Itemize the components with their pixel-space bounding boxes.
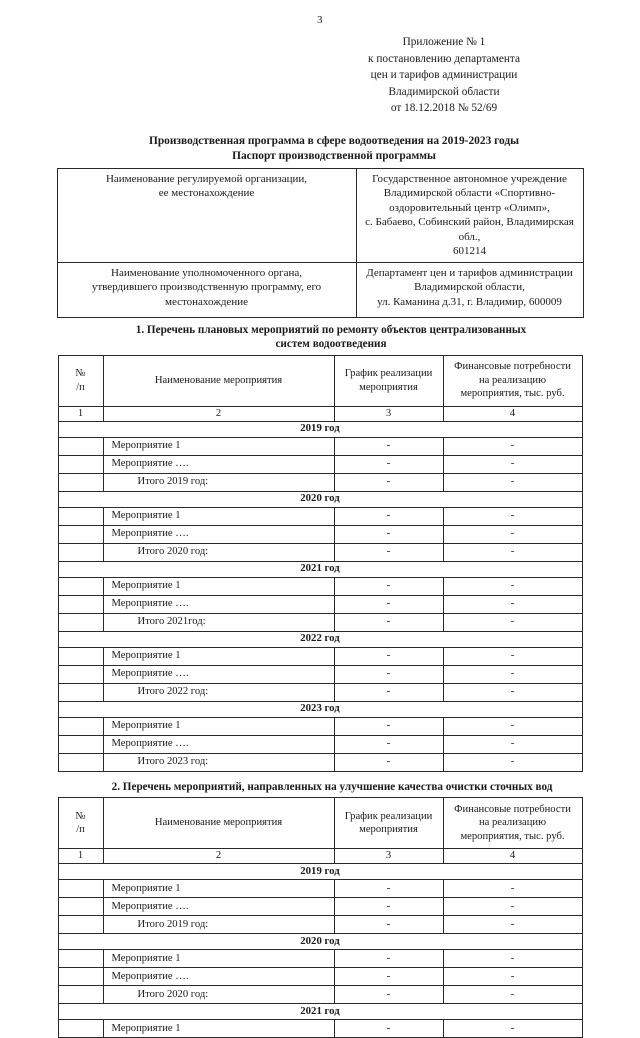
finance-cell: - [443, 543, 582, 561]
schedule-cell: - [334, 735, 443, 753]
column-number: 3 [334, 849, 443, 864]
section-1-heading-line1: 1. Перечень плановых мероприятий по ремонту объектов централизованных [135, 323, 527, 336]
table-row [58, 880, 582, 898]
column-header-finance [443, 355, 582, 406]
table-row [58, 647, 582, 665]
row-number-cell [58, 647, 103, 665]
column-number: 1 [58, 406, 103, 421]
table-row [58, 968, 582, 986]
schedule-cell: - [334, 613, 443, 631]
row-number-cell [58, 683, 103, 701]
finance-cell: - [443, 595, 582, 613]
table-row [58, 683, 582, 701]
finance-cell: - [443, 437, 582, 455]
column-header-line: мероприятия, тыс. руб. [460, 388, 565, 400]
finance-cell: - [443, 968, 582, 986]
year-group-label: 2020 год [58, 934, 582, 950]
schedule-cell: - [334, 1020, 443, 1038]
row-number-cell [58, 613, 103, 631]
year-group-label: 2019 год [58, 864, 582, 880]
column-number: 1 [58, 849, 103, 864]
table-head [58, 355, 582, 421]
measure-name-cell: Мероприятие 1 [103, 1020, 334, 1038]
finance-cell: - [443, 455, 582, 473]
row-number-cell [58, 986, 103, 1004]
document-title: Производственная программа в сфере водоотведения на 2019-2023 годы [148, 134, 520, 147]
row-number-cell [58, 1020, 103, 1038]
addressee-lines [368, 34, 520, 117]
passport-label-line: Наименование уполномоченного органа, [111, 266, 302, 279]
passport-value-line: оздоровительный центр «Олимп», [389, 201, 550, 214]
column-header-line: мероприятия, тыс. руб. [460, 830, 565, 842]
year-total-label: Итого 2023 год: [103, 753, 334, 771]
row-number-cell [58, 916, 103, 934]
year-group-row [58, 561, 582, 577]
column-header-line: № [75, 368, 86, 380]
column-number-row [58, 406, 582, 421]
passport-label-line: утвердившего производственную программу, его [91, 281, 322, 293]
year-group-row [58, 701, 582, 717]
row-number-cell [58, 717, 103, 735]
measure-name-cell: Мероприятие …. [103, 968, 334, 986]
schedule-cell: - [334, 665, 443, 683]
column-header-schedule [334, 355, 443, 406]
schedule-cell: - [334, 986, 443, 1004]
column-header-line: мероприятия [359, 824, 418, 835]
finance-cell: - [443, 525, 582, 543]
column-number: 2 [103, 406, 334, 421]
schedule-cell: - [334, 507, 443, 525]
row-number-cell [58, 473, 103, 491]
column-header-schedule [334, 798, 443, 849]
finance-cell: - [443, 1020, 582, 1038]
row-number-cell [58, 507, 103, 525]
section-1-heading [0, 323, 640, 352]
column-header-number [58, 355, 103, 406]
year-group-row [58, 1004, 582, 1020]
column-header-line: /п [76, 381, 85, 393]
addressee-line: Владимирской области [388, 85, 500, 98]
column-header-number [58, 798, 103, 849]
section-1-measures-table [58, 355, 583, 772]
measure-name-cell: Мероприятие …. [103, 898, 334, 916]
column-header-line: Наименование мероприятия [154, 374, 283, 386]
addressee-line: цен и тарифов администрации [370, 69, 518, 81]
schedule-cell: - [334, 455, 443, 473]
row-number-cell [58, 753, 103, 771]
finance-cell: - [443, 880, 582, 898]
finance-cell: - [443, 473, 582, 491]
table-row [58, 525, 582, 543]
year-total-label: Итого 2022 год: [103, 683, 334, 701]
table-row [58, 665, 582, 683]
column-header-measure-name [103, 355, 334, 406]
table-header-row [58, 355, 582, 406]
row-number-cell [58, 437, 103, 455]
year-group-row [58, 864, 582, 880]
finance-cell: - [443, 507, 582, 525]
year-total-label: Итого 2021год: [103, 613, 334, 631]
year-group-row [58, 421, 582, 437]
passport-value-line: Владимирской области «Спортивно- [383, 187, 556, 199]
schedule-cell: - [334, 525, 443, 543]
year-total-label: Итого 2019 год: [103, 916, 334, 934]
table-row [57, 262, 583, 317]
row-number-cell [58, 880, 103, 898]
row-number-cell [58, 577, 103, 595]
passport-value-cell [356, 262, 583, 317]
section-1-heading-line2: систем водоотведения [275, 338, 387, 350]
finance-cell: - [443, 753, 582, 771]
finance-cell: - [443, 647, 582, 665]
table-header-row [58, 798, 582, 849]
finance-cell: - [443, 735, 582, 753]
table-row [58, 986, 582, 1004]
year-group-label: 2019 год [58, 421, 582, 437]
column-header-line: Финансовые потребности [454, 803, 571, 815]
table-row [58, 753, 582, 771]
document-subtitle: Паспорт производственной программы [232, 149, 436, 162]
column-header-line: /п [76, 824, 85, 835]
table-body [58, 421, 582, 771]
table-row [58, 1020, 582, 1038]
column-header-line: № [75, 810, 86, 822]
column-number: 2 [103, 849, 334, 864]
measure-name-cell: Мероприятие …. [103, 595, 334, 613]
passport-label-cell [57, 262, 356, 317]
finance-cell: - [443, 577, 582, 595]
row-number-cell [58, 968, 103, 986]
addressee-line: от 18.12.2018 № 52/69 [390, 102, 498, 114]
passport-label-line: ее местонахождение [158, 187, 255, 199]
table-row [58, 577, 582, 595]
addressee-line: Приложение № 1 [402, 36, 486, 48]
schedule-cell: - [334, 437, 443, 455]
table-row [58, 595, 582, 613]
table-row [58, 543, 582, 561]
year-group-label: 2023 год [58, 701, 582, 717]
column-number: 3 [334, 406, 443, 421]
schedule-cell: - [334, 473, 443, 491]
passport-label-line: местонахождение [165, 295, 248, 308]
passport-value-line: с. Бабаево, Собинский район, Владимирская обл., [365, 216, 574, 243]
table-row [58, 916, 582, 934]
column-header-line: мероприятия [359, 381, 418, 393]
table-row [57, 168, 583, 262]
table-head [58, 798, 582, 864]
column-number-row [58, 849, 582, 864]
table-row [58, 473, 582, 491]
column-header-line: на реализацию [478, 374, 547, 386]
measure-name-cell: Мероприятие 1 [103, 577, 334, 595]
year-group-label: 2020 год [58, 491, 582, 507]
schedule-cell: - [334, 898, 443, 916]
year-group-row [58, 631, 582, 647]
finance-cell: - [443, 898, 582, 916]
year-group-label: 2022 год [58, 631, 582, 647]
row-number-cell [58, 543, 103, 561]
finance-cell: - [443, 986, 582, 1004]
addressee-block [0, 34, 640, 117]
finance-cell: - [443, 950, 582, 968]
year-group-row [58, 491, 582, 507]
table-row [58, 455, 582, 473]
row-number-cell [58, 665, 103, 683]
column-header-finance [443, 798, 582, 849]
measure-name-cell: Мероприятие …. [103, 665, 334, 683]
year-total-label: Итого 2020 год: [103, 543, 334, 561]
table-body [58, 864, 582, 1038]
passport-value-line: Владимирской области, [414, 281, 525, 293]
year-group-label: 2021 год [58, 1004, 582, 1020]
passport-value-line: Государственное автономное учреждение [372, 172, 567, 185]
measure-name-cell: Мероприятие …. [103, 525, 334, 543]
year-total-label: Итого 2020 год: [103, 986, 334, 1004]
schedule-cell: - [334, 968, 443, 986]
column-header-line: График реализации [344, 368, 433, 380]
schedule-cell: - [334, 647, 443, 665]
schedule-cell: - [334, 916, 443, 934]
section-2-measures-table [58, 797, 583, 1038]
table-row [58, 898, 582, 916]
schedule-cell: - [334, 880, 443, 898]
measure-name-cell: Мероприятие 1 [103, 507, 334, 525]
column-number: 4 [443, 849, 582, 864]
schedule-cell: - [334, 577, 443, 595]
passport-value-cell [356, 168, 583, 262]
section-2-heading [0, 780, 640, 795]
table-row [58, 507, 582, 525]
measure-name-cell: Мероприятие 1 [103, 437, 334, 455]
measure-name-cell: Мероприятие 1 [103, 717, 334, 735]
passport-value-line: Департамент цен и тарифов администрации [366, 266, 573, 279]
schedule-cell: - [334, 950, 443, 968]
measure-name-cell: Мероприятие …. [103, 735, 334, 753]
row-number-cell [58, 950, 103, 968]
section-2-heading-line1: 2. Перечень мероприятий, направленных на улучшение качества очистки сточных вод [111, 780, 553, 793]
table-row [58, 950, 582, 968]
table-row [58, 613, 582, 631]
measure-name-cell: Мероприятие 1 [103, 880, 334, 898]
finance-cell: - [443, 683, 582, 701]
year-group-row [58, 934, 582, 950]
schedule-cell: - [334, 717, 443, 735]
finance-cell: - [443, 916, 582, 934]
column-number: 4 [443, 406, 582, 421]
addressee-line: к постановлению департамента [368, 52, 520, 65]
finance-cell: - [443, 717, 582, 735]
measure-name-cell: Мероприятие 1 [103, 950, 334, 968]
row-number-cell [58, 595, 103, 613]
passport-label-line: Наименование регулируемой организации, [105, 172, 308, 185]
year-group-label: 2021 год [58, 561, 582, 577]
schedule-cell: - [334, 543, 443, 561]
table-row [58, 437, 582, 455]
row-number-cell [58, 898, 103, 916]
measure-name-cell: Мероприятие …. [103, 455, 334, 473]
schedule-cell: - [334, 595, 443, 613]
schedule-cell: - [334, 683, 443, 701]
column-header-line: на реализацию [478, 817, 547, 829]
passport-label-cell [57, 168, 356, 262]
measure-name-cell: Мероприятие 1 [103, 647, 334, 665]
column-header-line: Финансовые потребности [454, 361, 571, 373]
year-total-label: Итого 2019 год: [103, 473, 334, 491]
passport-value-line: 601214 [453, 245, 486, 257]
column-header-measure-name [103, 798, 334, 849]
row-number-cell [58, 735, 103, 753]
finance-cell: - [443, 665, 582, 683]
row-number-cell [58, 455, 103, 473]
row-number-cell [58, 525, 103, 543]
page-number: 3 [317, 14, 323, 26]
table-row [58, 717, 582, 735]
schedule-cell: - [334, 753, 443, 771]
column-header-line: Наименование мероприятия [154, 817, 283, 829]
passport-value-line: ул. Каманина д.31, г. Владимир, 600009 [377, 295, 562, 308]
finance-cell: - [443, 613, 582, 631]
table-row [58, 735, 582, 753]
column-header-line: График реализации [344, 810, 433, 822]
passport-table [57, 168, 584, 318]
